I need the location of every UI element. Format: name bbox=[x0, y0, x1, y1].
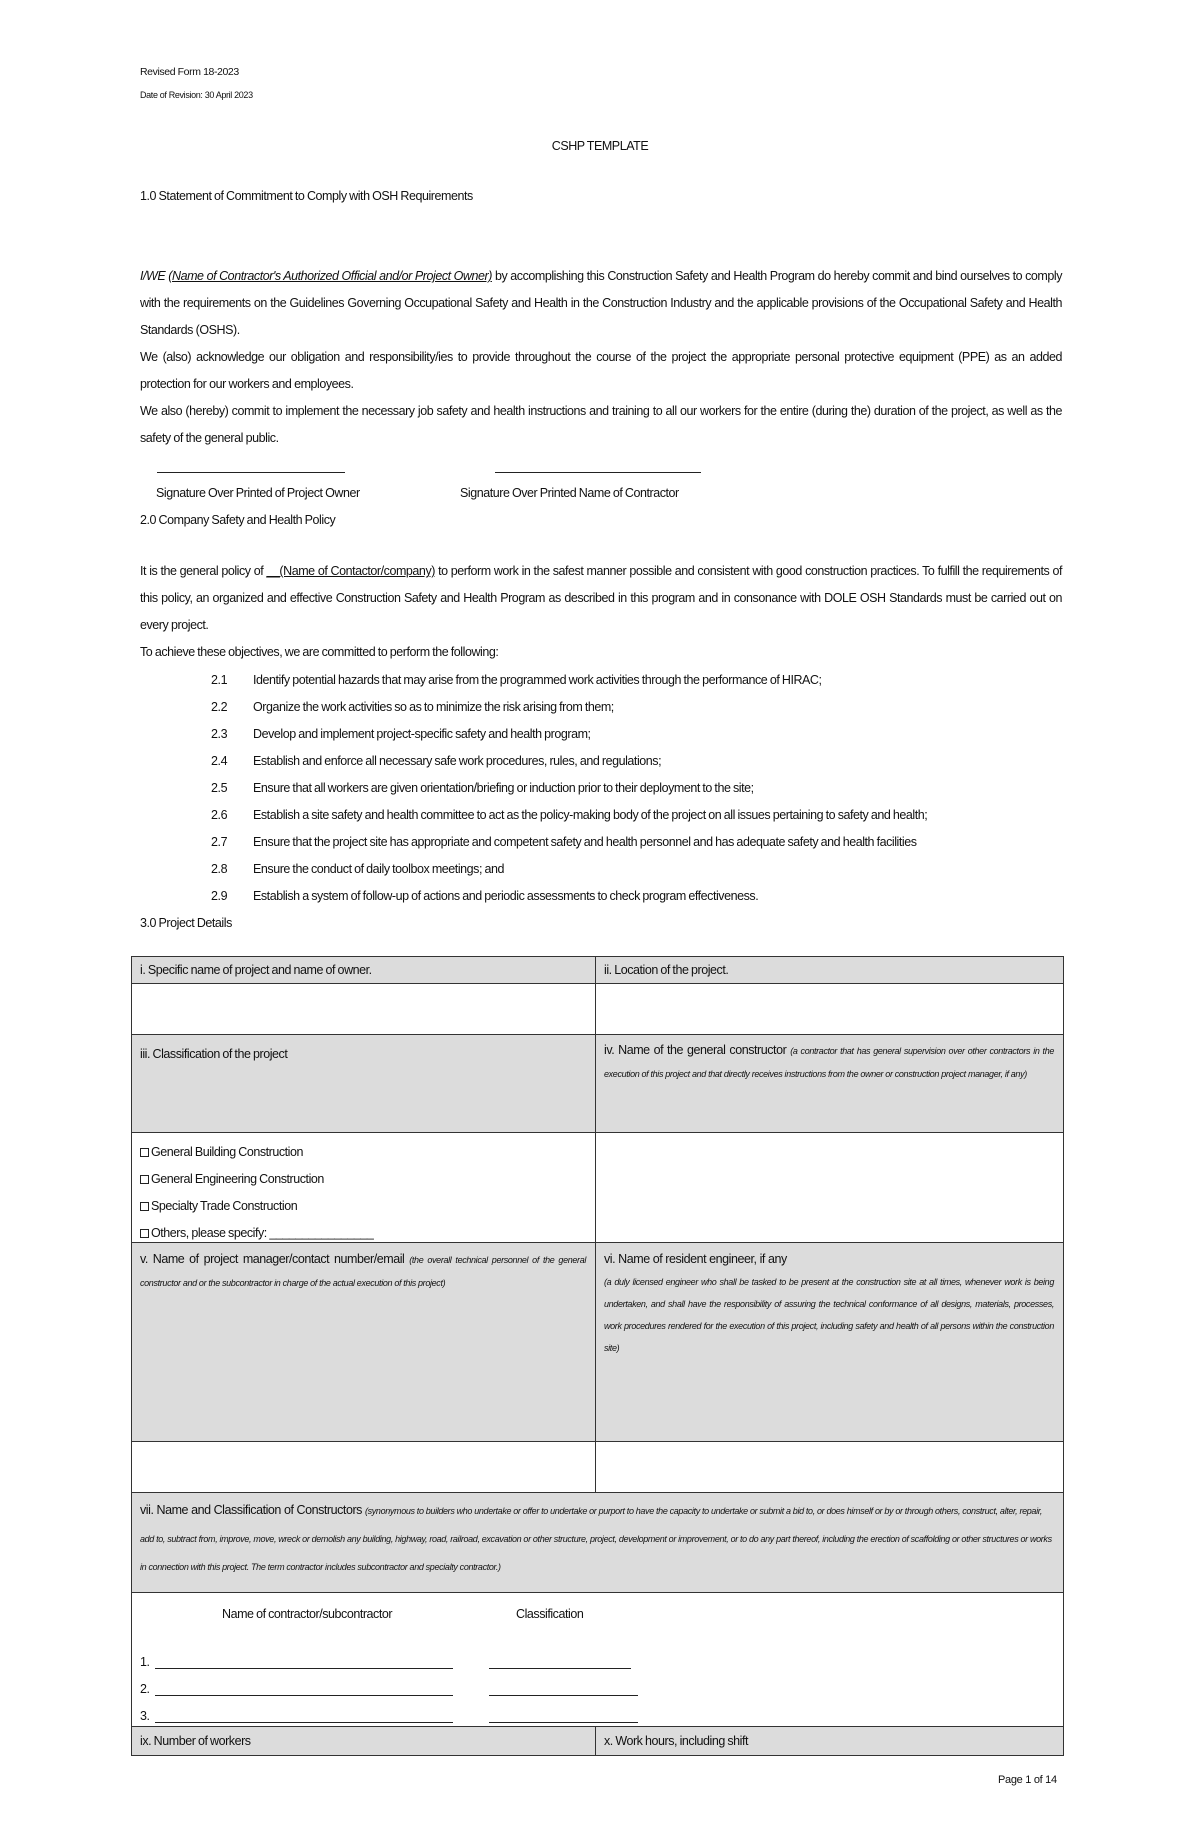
project-manager-note: (the overall technical personnel of the general constructor and or the subcontractor in charge of the actual execution of this project) bbox=[140, 1255, 587, 1288]
owner-signature-label: Signature Over Printed of Project Owner bbox=[156, 486, 360, 500]
classification-label: iii. Classification of the project bbox=[140, 1047, 288, 1061]
project-manager-label: v. Name of project manager/contact number/email bbox=[140, 1252, 410, 1266]
contractor-column-header: Name of contractor/subcontractor bbox=[222, 1607, 393, 1621]
project-location-label: ii. Location of the project. bbox=[604, 963, 729, 977]
project-manager-field[interactable] bbox=[131, 1441, 596, 1493]
classification-option-specialty-trade[interactable] bbox=[140, 1199, 297, 1213]
row-number: 3. bbox=[140, 1709, 150, 1723]
option-label: Others, please specify: ________________ bbox=[151, 1226, 374, 1240]
objectives-intro: To achieve these objectives, we are committed to perform the following: bbox=[140, 645, 499, 659]
objective-number: 2.7 bbox=[211, 835, 228, 849]
option-label: Specialty Trade Construction bbox=[151, 1199, 298, 1213]
resident-engineer-label: vi. Name of resident engineer, if any bbox=[604, 1252, 787, 1266]
objective-text: Establish and enforce all necessary safe work procedures, rules, and regulations; bbox=[253, 754, 662, 768]
objective-text: Organize the work activities so as to minimize the risk arising from them; bbox=[253, 700, 614, 714]
checkbox-icon[interactable] bbox=[140, 1175, 149, 1184]
checkbox-icon[interactable] bbox=[140, 1229, 149, 1238]
objective-text: Ensure that all workers are given orientation/briefing or induction prior to their deployment to the site; bbox=[253, 781, 754, 795]
objective-text: Develop and implement project-specific safety and health program; bbox=[253, 727, 591, 741]
objective-number: 2.2 bbox=[211, 700, 228, 714]
contractor-name-blank[interactable] bbox=[155, 1695, 453, 1696]
training-paragraph: We also (hereby) commit to implement the necessary job safety and health instructions and training to all our workers for the entire (during the) duration of the project, as well as the safety of the general public. bbox=[140, 404, 1062, 445]
constructors-label: vii. Name and Classification of Constructors bbox=[140, 1503, 365, 1517]
resident-engineer-note: (a duly licensed engineer who shall be tasked to be present at the construction site at all times, whenever work is being undertaken, and shall have the responsibility of assuring the technical conformance of all designs, materials, processes, work procedures rendered for the execution of this project, including safety and health of all persons within the construction site) bbox=[604, 1277, 1054, 1353]
commitment-rest: by accomplishing this Construction Safety and Health Program do hereby commit and bind ourselves to comply with the requirements on the Guidelines Governing Occupational Safety and Health in the Construction Industry and the applicable provisions of the Occupational Safety and Health Standards (OSHS). bbox=[140, 269, 1062, 337]
checkbox-icon[interactable] bbox=[140, 1148, 149, 1157]
commitment-lead: I/WE ( bbox=[140, 269, 173, 283]
section1-heading: 1.0 Statement of Commitment to Comply with OSH Requirements bbox=[140, 189, 473, 203]
general-constructor-field[interactable] bbox=[595, 1132, 1064, 1243]
work-hours-label: x. Work hours, including shift bbox=[604, 1734, 749, 1748]
project-name-field[interactable] bbox=[131, 983, 596, 1035]
owner-signature-line[interactable] bbox=[157, 472, 345, 473]
objective-number: 2.6 bbox=[211, 808, 228, 822]
resident-engineer-field[interactable] bbox=[595, 1441, 1064, 1493]
project-name-label: i. Specific name of project and name of owner. bbox=[140, 963, 372, 977]
classification-option-general-engineering[interactable] bbox=[140, 1172, 324, 1186]
page-number: Page 1 of 14 bbox=[998, 1774, 1057, 1786]
classification-blank[interactable] bbox=[489, 1668, 631, 1669]
row-number: 1. bbox=[140, 1655, 150, 1669]
checkbox-icon[interactable] bbox=[140, 1202, 149, 1211]
contractor-company-blank: __(Name of Contactor/company) bbox=[266, 564, 435, 578]
policy-lead: It is the general policy of bbox=[140, 564, 267, 578]
objective-text: Ensure that the project site has appropriate and competent safety and health personnel and has adequate safety and health facilities bbox=[253, 835, 917, 849]
contractor-signature-line[interactable] bbox=[495, 472, 701, 473]
number-of-workers-label: ix. Number of workers bbox=[140, 1734, 251, 1748]
classification-blank[interactable] bbox=[489, 1695, 638, 1696]
section2-heading: 2.0 Company Safety and Health Policy bbox=[140, 513, 336, 527]
classification-option-general-building[interactable] bbox=[140, 1145, 303, 1159]
classification-option-others[interactable] bbox=[140, 1226, 373, 1240]
classification-blank[interactable] bbox=[489, 1722, 638, 1723]
objective-number: 2.3 bbox=[211, 727, 228, 741]
authorized-official-blank: Name of Contractor's Authorized Official and/or Project Owner) bbox=[172, 269, 492, 283]
option-label: General Building Construction bbox=[151, 1145, 304, 1159]
contractor-name-blank[interactable] bbox=[155, 1722, 453, 1723]
classification-column-header: Classification bbox=[516, 1607, 584, 1621]
policy-rest: to perform work in the safest manner possible and consistent with good construction practices. To fulfill the requirements of this policy, an organized and effective Construction Safety and Health Program as described in this program and in consonance with DOLE OSH Standards must be carried out on every project. bbox=[140, 564, 1062, 632]
section3-heading: 3.0 Project Details bbox=[140, 916, 232, 930]
contractor-name-blank[interactable] bbox=[155, 1668, 453, 1669]
objective-text: Establish a system of follow-up of actions and periodic assessments to check program effectiveness. bbox=[253, 889, 759, 903]
objective-number: 2.1 bbox=[211, 673, 228, 687]
project-location-field[interactable] bbox=[595, 983, 1064, 1035]
policy-paragraph bbox=[140, 558, 1062, 639]
commitment-paragraph bbox=[140, 263, 1062, 344]
general-constructor-block bbox=[604, 1039, 1054, 1085]
general-constructor-label: iv. Name of the general constructor bbox=[604, 1043, 791, 1057]
objective-text: Ensure the conduct of daily toolbox meetings; and bbox=[253, 862, 505, 876]
constructors-note: (synonymous to builders who undertake or offer to undertake or purport to have the capacity to undertake or submit a bid to, or does himself or by or through others, construct, alter, repair, add to, subtract from, improve, move, wreck or demolish any building, highway, road, railroad, excavation or other structure, project, development or improvement, or to do any part thereof, including the erection of scaffolding or other structures or works in connection with this project. The term contractor includes subcontractor and specialty contractor.) bbox=[140, 1506, 1052, 1572]
objective-number: 2.4 bbox=[211, 754, 228, 768]
ppe-paragraph: We (also) acknowledge our obligation and responsibility/ies to provide throughout the course of the project the appropriate personal protective equipment (PPE) as an added protection for our workers and employees. bbox=[140, 350, 1062, 391]
objective-number: 2.5 bbox=[211, 781, 228, 795]
project-manager-block bbox=[140, 1248, 586, 1294]
objective-text: Establish a site safety and health committee to act as the policy-making body of the project on all issues pertaining to safety and health; bbox=[253, 808, 928, 822]
objective-text: Identify potential hazards that may arise from the programmed work activities through the performance of HIRAC; bbox=[253, 673, 822, 687]
objective-number: 2.8 bbox=[211, 862, 228, 876]
row-number: 2. bbox=[140, 1682, 150, 1696]
contractor-signature-label: Signature Over Printed Name of Contractor bbox=[460, 486, 679, 500]
objective-number: 2.9 bbox=[211, 889, 228, 903]
constructors-block bbox=[140, 1497, 1055, 1581]
resident-engineer-block bbox=[604, 1248, 1054, 1359]
revision-date: Date of Revision: 30 April 2023 bbox=[140, 90, 253, 100]
general-constructor-note: (a contractor that has general supervision over other contractors in the execution of this project and that directly receives instructions from the owner or construction project manager, if any) bbox=[604, 1046, 1054, 1079]
document-title: CSHP TEMPLATE bbox=[551, 139, 649, 153]
option-label: General Engineering Construction bbox=[151, 1172, 324, 1186]
revised-form-label: Revised Form 18-2023 bbox=[140, 66, 239, 78]
